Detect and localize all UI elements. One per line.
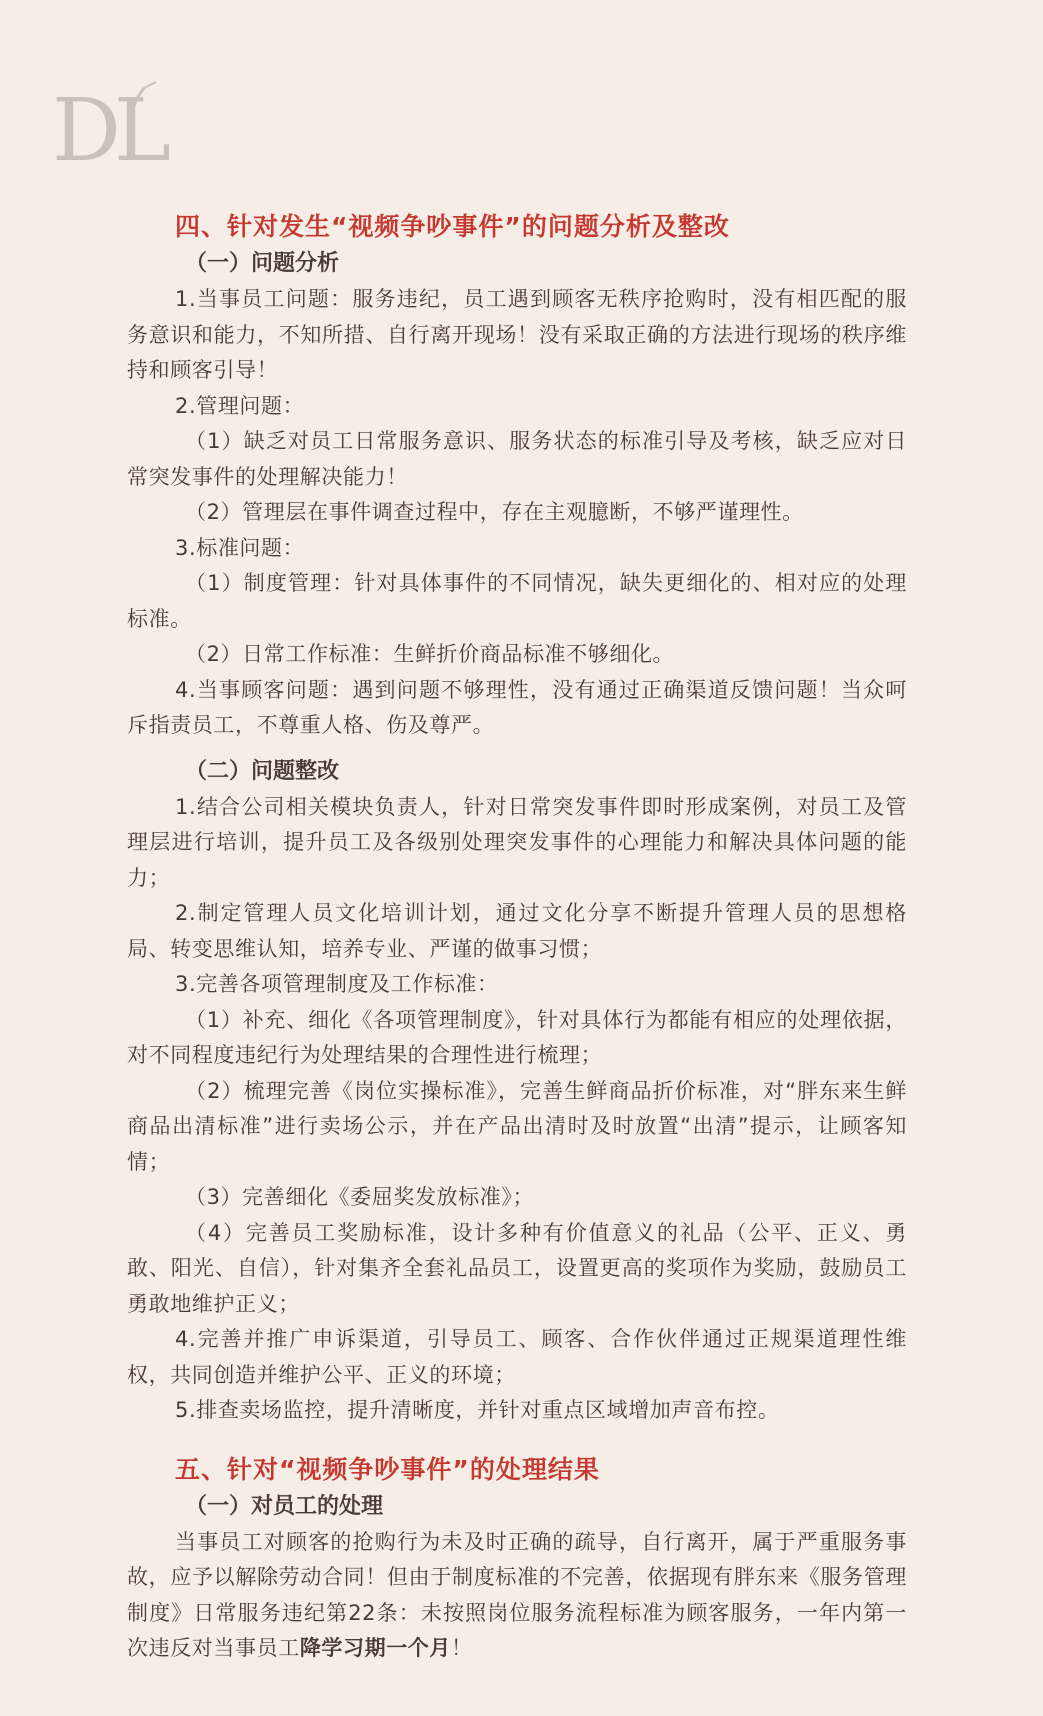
dl-logo	[52, 78, 182, 173]
paragraph: 5.排查卖场监控，提升清晰度，并针对重点区域增加声音布控。	[175, 1398, 780, 1422]
article-body	[127, 208, 907, 1667]
paragraph: 2.制定管理人员文化培训计划，通过文化分享不断提升管理人员的思想格局、转变思维认知，培养专业、严谨的做事习惯；	[127, 901, 907, 961]
paragraph: 1.结合公司相关模块负责人，针对日常突发事件即时形成案例，对员工及管理层进行培训，提升员工及各级别处理突发事件的心理能力和解决具体问题的能力；	[127, 794, 907, 890]
paragraph: 3.完善各项管理制度及工作标准：	[175, 972, 499, 996]
paragraph: （2）梳理完善《岗位实操标准》，完善生鲜商品折价标准，对“胖东来生鲜商品出清标准”进行卖场公示，并在产品出清时及时放置“出清”提示，让顾客知情；	[127, 1078, 907, 1174]
paragraph	[127, 1525, 907, 1667]
paragraph-end: ！	[451, 1636, 473, 1660]
paragraph: （2）管理层在事件调查过程中，存在主观臆断，不够严谨理性。	[185, 500, 804, 524]
svg-text:D: D	[52, 81, 115, 173]
paragraph: 3.标准问题：	[175, 535, 305, 560]
penalty-text: 降学习期一个月	[299, 1636, 452, 1660]
paragraph: 4.当事顾客问题：遇到问题不够理性，没有通过正确渠道反馈问题！当众呵斥指责员工，不尊重人格、伤及尊严。	[127, 677, 907, 737]
paragraph-text: 当事员工对顾客的抢购行为未及时正确的疏导，自行离开，属于严重服务事故，应予以解除劳动合同！但由于制度标准的不完善，依据现有胖东来《服务管理制度》日常服务违纪第22条：未按照岗位服务流程标准为顾客服务，一年内第一次违反对当事员工	[127, 1529, 907, 1660]
paragraph: （1）缺乏对员工日常服务意识、服务状态的标准引导及考核，缺乏应对日常突发事件的处理解决能力！	[127, 429, 907, 489]
paragraph: 1.当事员工问题：服务违纪，员工遇到顾客无秩序抢购时，没有相匹配的服务意识和能力，不知所措、自行离开现场！没有采取正确的方法进行现场的秩序维持和顾客引导！	[127, 287, 907, 382]
section5-sub1-title: （一）对员工的处理	[185, 1493, 384, 1519]
paragraph: 4.完善并推广申诉渠道，引导员工、顾客、合作伙伴通过正规渠道理性维权，共同创造并维护公平、正义的环境；	[127, 1327, 907, 1387]
section4-sub1-title: （一）问题分析	[185, 251, 340, 276]
section5-title: 五、针对“视频争吵事件”的处理结果	[175, 1454, 600, 1484]
paragraph: （2）日常工作标准：生鲜折价商品标准不够细化。	[185, 642, 675, 666]
paragraph: （1）补充、细化《各项管理制度》，针对具体行为都能有相应的处理依据，对不同程度违纪行为处理结果的合理性进行梳理；	[127, 1007, 907, 1067]
paragraph: （1）制度管理：针对具体事件的不同情况，缺失更细化的、相对应的处理标准。	[127, 571, 907, 631]
paragraph: （3）完善细化《委屈奖发放标准》；	[185, 1185, 535, 1209]
paragraph: 2.管理问题：	[175, 393, 305, 418]
section4-sub2-title: （二）问题整改	[185, 758, 340, 784]
section4-title: 四、针对发生“视频争吵事件”的问题分析及整改	[175, 212, 730, 241]
svg-text:L: L	[114, 81, 172, 173]
paragraph: （4）完善员工奖励标准，设计多种有价值意义的礼品（公平、正义、勇敢、阳光、自信），针对集齐全套礼品员工，设置更高的奖项作为奖励，鼓励员工勇敢地维护正义；	[127, 1220, 907, 1316]
